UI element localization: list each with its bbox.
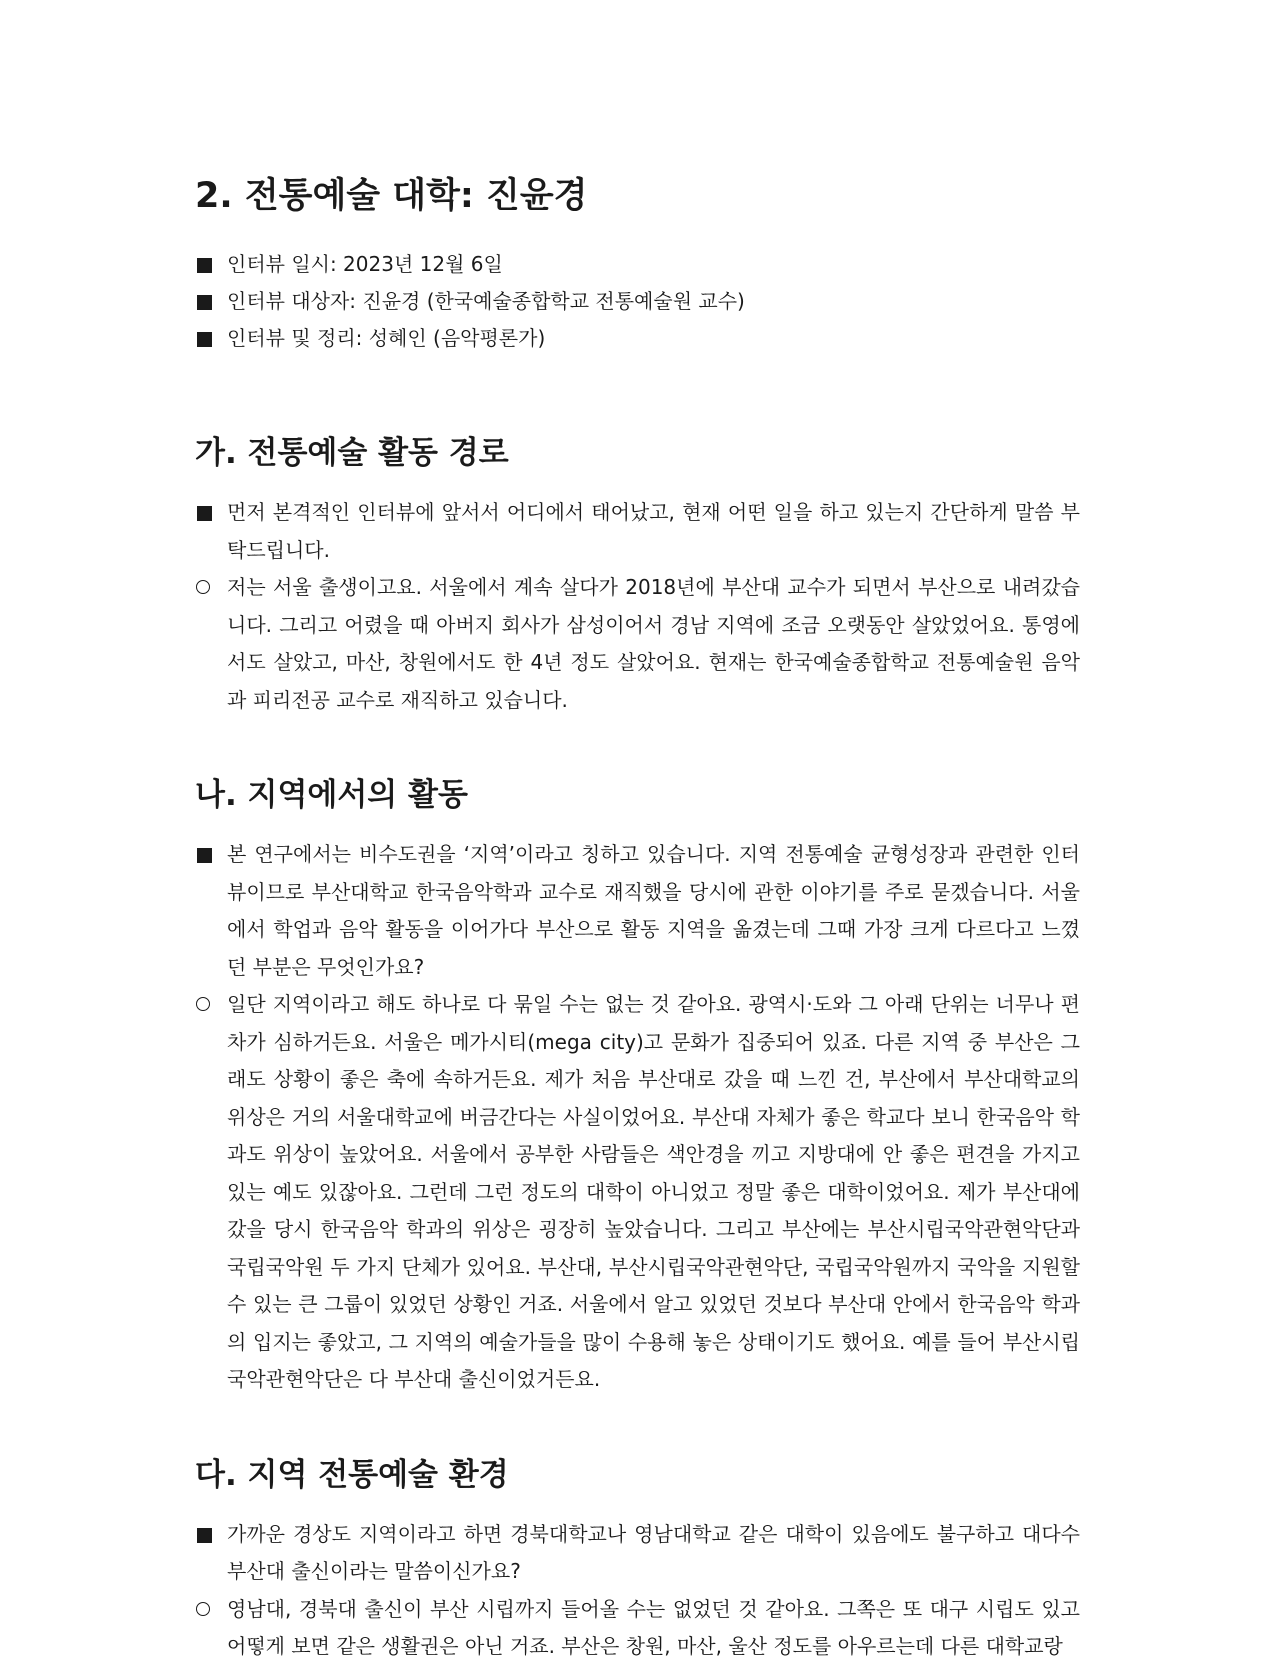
meta-item: [195, 320, 1080, 357]
meta-text: 인터뷰 대상자: 진윤경 (한국예술종합학교 전통예술원 교수): [227, 289, 745, 313]
answer: [195, 1591, 1080, 1666]
square-bullet-icon: [197, 1528, 212, 1543]
interview-meta-list: [195, 246, 1080, 357]
question-text: 먼저 본격적인 인터뷰에 앞서서 어디에서 태어났고, 현재 어떤 일을 하고 있는지 간단하게 말씀 부탁드립니다.: [227, 500, 1080, 562]
section-regional-environment: [195, 1449, 1080, 1666]
answer-text: 일단 지역이라고 해도 하나로 다 묶일 수는 없는 것 같아요. 광역시·도와 그 아래 단위는 너무나 편차가 심하거든요. 서울은 메가시티(mega city)고 문화가 집중되어 있죠. 다른 지역 중 부산은 그래도 상황이 좋은 축에 속하거든요. 제가 처음 부산대로 갔을 때 느낀 건, 부산에서 부산대학교의 위상은 거의 서울대학교에 버금간다는 사실이었어요. 부산대 자체가 좋은 학교다 보니 한국음악 학과도 위상이 높았어요. 서울에서 공부한 사람들은 색안경을 끼고 지방대에 안 좋은 편견을 가지고 있는 예도 있잖아요. 그런데 그런 정도의 대학이 아니었고 정말 좋은 대학이었어요. 제가 부산대에 갔을 당시 한국음악 학과의 위상은 굉장히 높았습니다. 그리고 부산에는 부산시립국악관현악단과 국립국악원 두 가지 단체가 있어요. 부산대, 부산시립국악관현악단, 국립국악원까지 국악을 지원할 수 있는 큰 그룹이 있었던 상황인 거죠. 서울에서 알고 있었던 것보다 부산대 안에서 한국음악 학과의 입지는 좋았고, 그 지역의 예술가들을 많이 수용해 놓은 상태이기도 했어요. 예를 들어 부산시립국악관현악단은 다 부산대 출신이었거든요.: [227, 992, 1080, 1391]
circle-bullet-icon: [196, 997, 210, 1011]
question-text: 본 연구에서는 비수도권을 ‘지역’이라고 칭하고 있습니다. 지역 전통예술 균형성장과 관련한 인터뷰이므로 부산대학교 한국음악학과 교수로 재직했을 당시에 관한 이야기를 주로 묻겠습니다. 서울에서 학업과 음악 활동을 이어가다 부산으로 활동 지역을 옮겼는데 그때 가장 크게 다르다고 느꼈던 부분은 무엇인가요?: [227, 842, 1080, 979]
document-title: 2. 전통예술 대학: 진윤경: [195, 176, 588, 216]
meta-item: [195, 283, 1080, 320]
section-heading: 다. 지역 전통예술 환경: [195, 1456, 509, 1493]
circle-bullet-icon: [196, 580, 210, 594]
question: [195, 836, 1080, 986]
answer-text: 저는 서울 출생이고요. 서울에서 계속 살다가 2018년에 부산대 교수가 되면서 부산으로 내려갔습니다. 그리고 어렸을 때 아버지 회사가 삼성이어서 경남 지역에 조금 오랫동안 살았었어요. 통영에서도 살았고, 마산, 창원에서도 한 4년 정도 살았어요. 현재는 한국예술종합학교 전통예술원 음악과 피리전공 교수로 재직하고 있습니다.: [227, 575, 1080, 712]
question-text: 가까운 경상도 지역이라고 하면 경북대학교나 영남대학교 같은 대학이 있음에도 불구하고 대다수 부산대 출신이라는 말씀이신가요?: [227, 1521, 1080, 1583]
section-regional-activity: [195, 769, 1080, 1399]
answer: [195, 569, 1080, 719]
meta-text: 인터뷰 및 정리: 성혜인 (음악평론가): [227, 326, 546, 350]
section-heading: 나. 지역에서의 활동: [195, 777, 468, 813]
answer-text: 영남대, 경북대 출신이 부산 시립까지 들어올 수는 없었던 것 같아요. 그쪽은 또 대구 시립도 있고 어떻게 보면 같은 생활권은 아닌 거죠. 부산은 창원, 마산, 울산 정도를 아우르는데 다른 대학교랑: [227, 1596, 1080, 1658]
square-bullet-icon: [197, 258, 212, 273]
answer: [195, 986, 1080, 1399]
question: [195, 494, 1080, 569]
document-page: [195, 168, 1080, 1666]
section-heading: 가. 전통예술 활동 경로: [195, 435, 509, 471]
meta-text: 인터뷰 일시: 2023년 12월 6일: [227, 252, 503, 276]
square-bullet-icon: [197, 332, 212, 347]
meta-item: [195, 246, 1080, 283]
square-bullet-icon: [197, 506, 212, 521]
circle-bullet-icon: [196, 1602, 210, 1616]
square-bullet-icon: [197, 295, 212, 310]
section-activity-path: [195, 427, 1080, 719]
question: [195, 1516, 1080, 1591]
square-bullet-icon: [197, 848, 212, 863]
